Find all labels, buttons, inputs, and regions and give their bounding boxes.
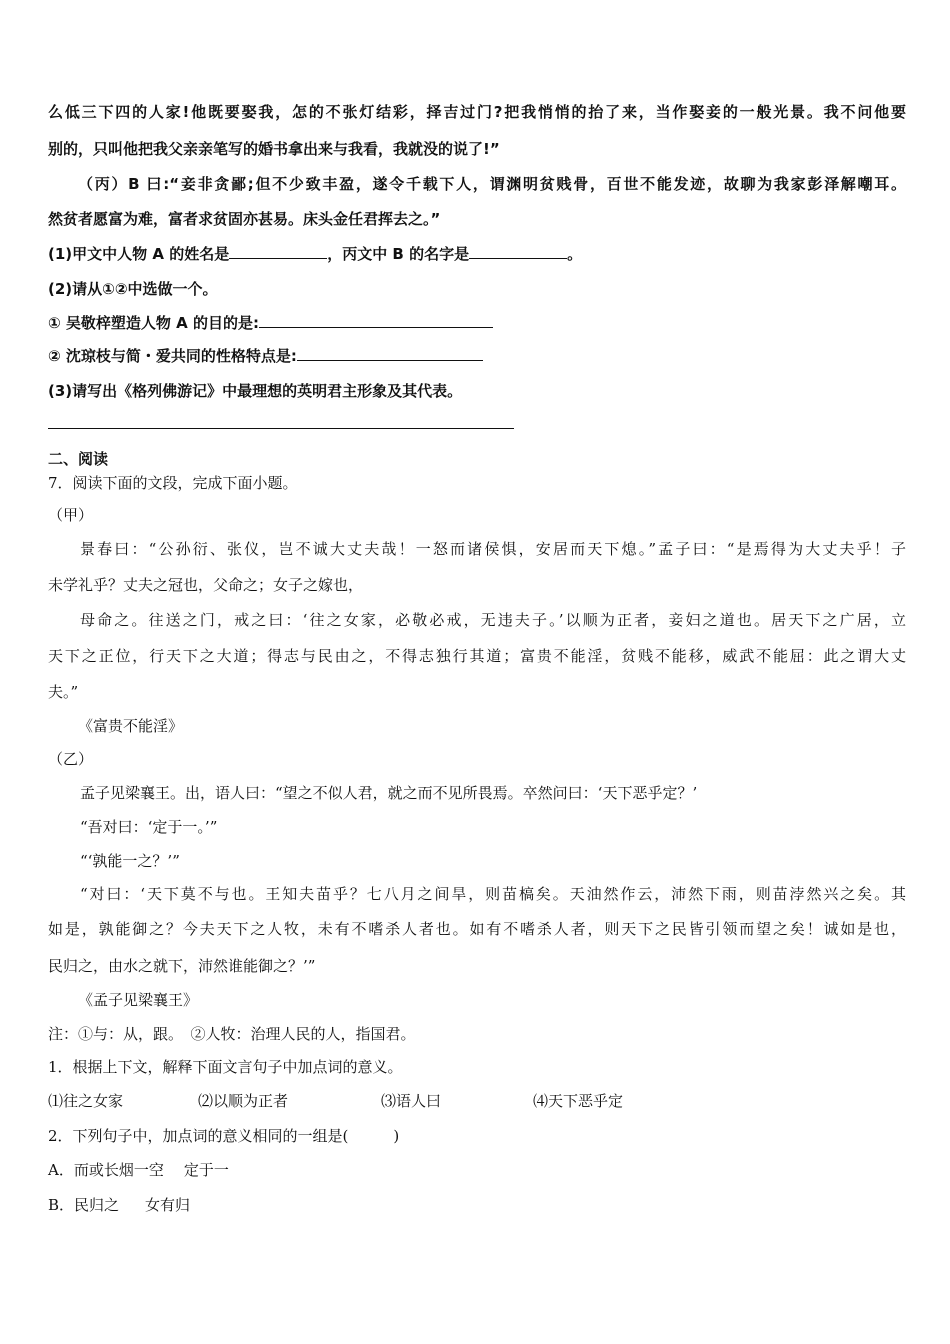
question-2b — [48, 346, 906, 366]
sub-question-1-items — [48, 1091, 906, 1111]
option-a[interactable] — [48, 1160, 906, 1180]
passage-line: 民归之，由水之就下，沛然谁能御之？’” — [48, 957, 316, 975]
passage-title-yi: 《孟子见梁襄王》 — [78, 991, 199, 1009]
sub-question-2: 2．下列句子中，加点词的意义相同的一组是( ) — [48, 1127, 400, 1145]
text-line: 么低三下四的人家!他既要娶我，怎的不张灯结彩，择吉过门?把我悄悄的抬了来，当作娶妾的一般光景。我不问他要 — [48, 103, 906, 121]
section-heading: 二、阅读 — [48, 450, 109, 468]
text-line: 然贫者愿富为难，富者求贫固亦甚易。床头金任君挥去之。” — [48, 210, 441, 228]
passage-line: “对曰：‘天下莫不与也。王知夫苗乎？七八月之间旱，则苗槁矣。天油然作云，沛然下雨，则苗浡然兴之矣。其 — [80, 885, 906, 903]
passage-line: 夫。” — [48, 683, 79, 701]
passage-line: 天下之正位，行天下之大道；得志与民由之，不得志独行其道；富贵不能淫，贫贱不能移，威武不能屈：此之谓大丈 — [48, 647, 906, 665]
passage-line: 未学礼乎？丈夫之冠也，父命之；女子之嫁也， — [48, 576, 364, 594]
question-1-part-b: ，丙文中 B 的名字是 — [327, 245, 470, 263]
question-1 — [48, 244, 906, 264]
answer-blank-b[interactable] — [469, 244, 567, 259]
text-line: （丙）B 曰:“妾非贪鄙;但不少致丰盈，遂令千载下人，谓渊明贫贱骨，百世不能发迹，故聊为我家彭泽解嘲耳。 — [78, 175, 906, 193]
passage-label-yi: （乙） — [48, 750, 94, 768]
question-2a-label: ① 吴敬梓塑造人物 A 的目的是: — [48, 314, 259, 332]
passage-label-jia: （甲） — [48, 506, 94, 524]
sub-question-1: 1．根据上下文，解释下面文言句子中加点词的意义。 — [48, 1058, 403, 1076]
passage-line: 景春曰：“公孙衍、张仪，岂不诚大丈夫哉！一怒而诸侯惧，安居而天下熄。”孟子曰：“是焉得为大丈夫乎！子 — [80, 540, 906, 558]
item-3: ⑶语人曰 — [381, 1092, 442, 1110]
answer-blank-2a[interactable] — [259, 313, 493, 328]
question-1-part-a: (1)甲文中人物 A 的姓名是 — [48, 245, 230, 263]
footnote: 注：①与：从，跟。 ②人牧：治理人民的人，指国君。 — [48, 1025, 416, 1043]
option-b-text-2: 女有归 — [145, 1196, 191, 1214]
passage-line: 孟子见梁襄王。出，语人曰：“望之不似人君，就之而不见所畏焉。卒然问曰：‘天下恶乎定？’ — [80, 784, 698, 802]
option-a-text-1: A．而或长烟一空 — [48, 1161, 164, 1179]
answer-blank-a[interactable] — [229, 244, 327, 259]
question-1-end: 。 — [567, 245, 583, 263]
item-4: ⑷天下恶乎定 — [533, 1092, 624, 1110]
passage-line: “吾对曰：‘定于一。’” — [80, 818, 218, 836]
question-2b-label: ② 沈琼枝与简・爱共同的性格特点是: — [48, 347, 297, 365]
item-1: ⑴往之女家 — [48, 1092, 124, 1110]
option-b[interactable] — [48, 1195, 906, 1215]
question-3: (3)请写出《格列佛游记》中最理想的英明君主形象及其代表。 — [48, 382, 463, 400]
passage-line: “‘孰能一之？’” — [80, 852, 180, 870]
option-a-text-2: 定于一 — [183, 1161, 229, 1179]
option-b-text-1: B．民归之 — [48, 1196, 120, 1214]
passage-title-jia: 《富贵不能淫》 — [78, 717, 184, 735]
passage-line: 母命之。往送之门，戒之曰：‘往之女家，必敬必戒，无违夫子。’以顺为正者，妾妇之道也。居天下之广居，立 — [80, 611, 906, 629]
answer-blank-2b[interactable] — [297, 346, 483, 361]
answer-line-3[interactable] — [48, 428, 514, 429]
question-2: (2)请从①②中选做一个。 — [48, 280, 218, 298]
passage-line: 如是，孰能御之？今夫天下之人牧，未有不嗜杀人者也。如有不嗜杀人者，则天下之民皆引领而望之矣！诚如是也， — [48, 920, 906, 938]
item-2: ⑵以顺为正者 — [198, 1092, 289, 1110]
question-2a — [48, 313, 906, 333]
question-7-prompt: 7．阅读下面的文段，完成下面小题。 — [48, 474, 298, 492]
text-line: 别的，只叫他把我父亲亲笔写的婚书拿出来与我看，我就没的说了!” — [48, 140, 500, 158]
